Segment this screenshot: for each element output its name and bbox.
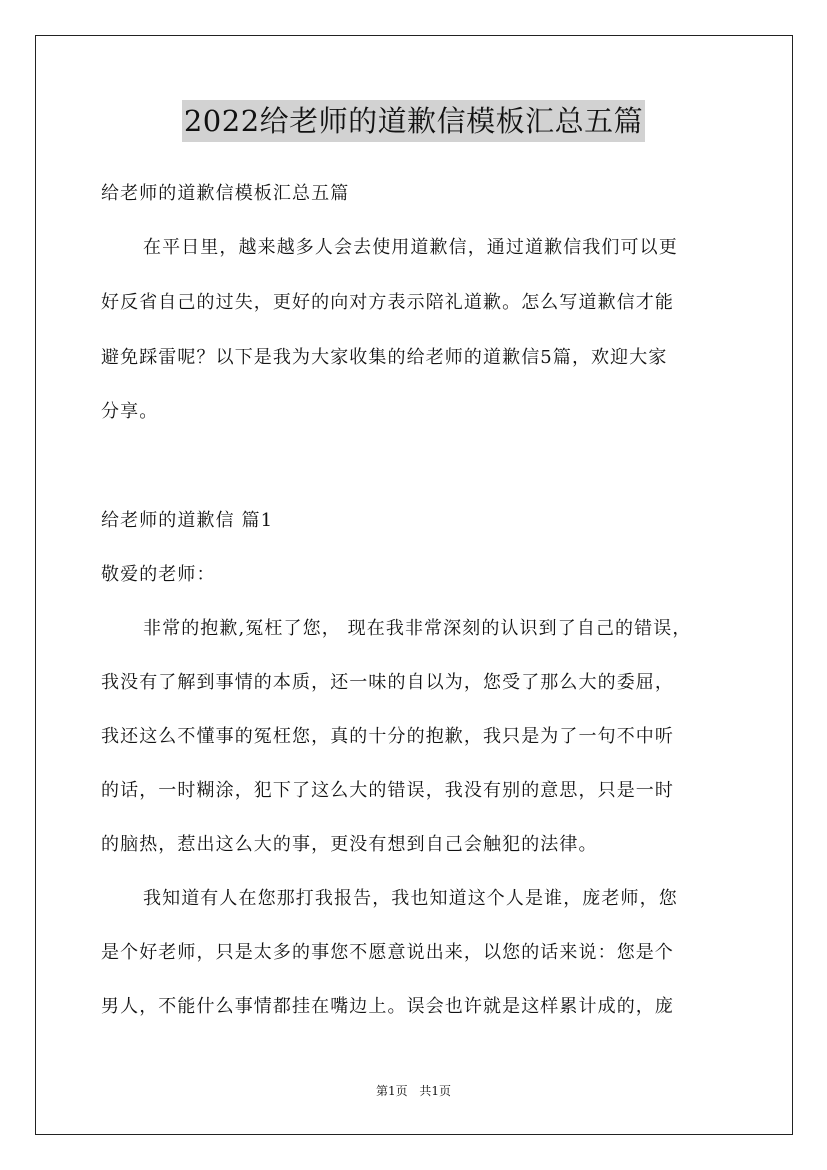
title-container xyxy=(0,100,827,142)
paragraph-line: 我知道有人在您那打我报告，我也知道这个人是谁，庞老师，您 xyxy=(143,888,678,909)
page-footer xyxy=(0,1083,827,1099)
paragraph-line: 是个好老师，只是太多的事您不愿意说出来，以您的话来说：您是个 xyxy=(101,942,674,963)
paragraph-line: 的脑热，惹出这么大的事，更没有想到自己会触犯的法律。 xyxy=(101,834,598,855)
paragraph-line: 我没有了解到事情的本质，还一味的自以为，您受了那么大的委屈， xyxy=(101,672,674,693)
intro-line: 分享。 xyxy=(101,401,159,422)
document-subtitle: 给老师的道歉信模板汇总五篇 xyxy=(101,183,350,204)
page-number: 第1页 xyxy=(375,1084,408,1098)
intro-line: 好反省自己的过失，更好的向对方表示陪礼道歉。怎么写道歉信才能 xyxy=(101,292,674,313)
document-title: 2022给老师的道歉信模板汇总五篇 xyxy=(182,100,645,142)
section-heading: 给老师的道歉信 篇1 xyxy=(101,510,274,531)
intro-line: 在平日里，越来越多人会去使用道歉信，通过道歉信我们可以更 xyxy=(143,237,678,258)
paragraph-line: 男人，不能什么事情都挂在嘴边上。误会也许就是这样累计成的，庞 xyxy=(101,996,674,1017)
paragraph-line: 非常的抱歉,冤枉了您， 现在我非常深刻的认识到了自己的错误， xyxy=(143,618,692,639)
paragraph-line: 我还这么不懂事的冤枉您，真的十分的抱歉，我只是为了一句不中听 xyxy=(101,726,674,747)
salutation: 敬爱的老师： xyxy=(101,564,216,585)
paragraph-line: 的话，一时糊涂，犯下了这么大的错误，我没有别的意思，只是一时 xyxy=(101,780,674,801)
intro-line: 避免踩雷呢？以下是我为大家收集的给老师的道歉信5篇，欢迎大家 xyxy=(101,347,668,368)
page-total: 共1页 xyxy=(419,1084,452,1098)
